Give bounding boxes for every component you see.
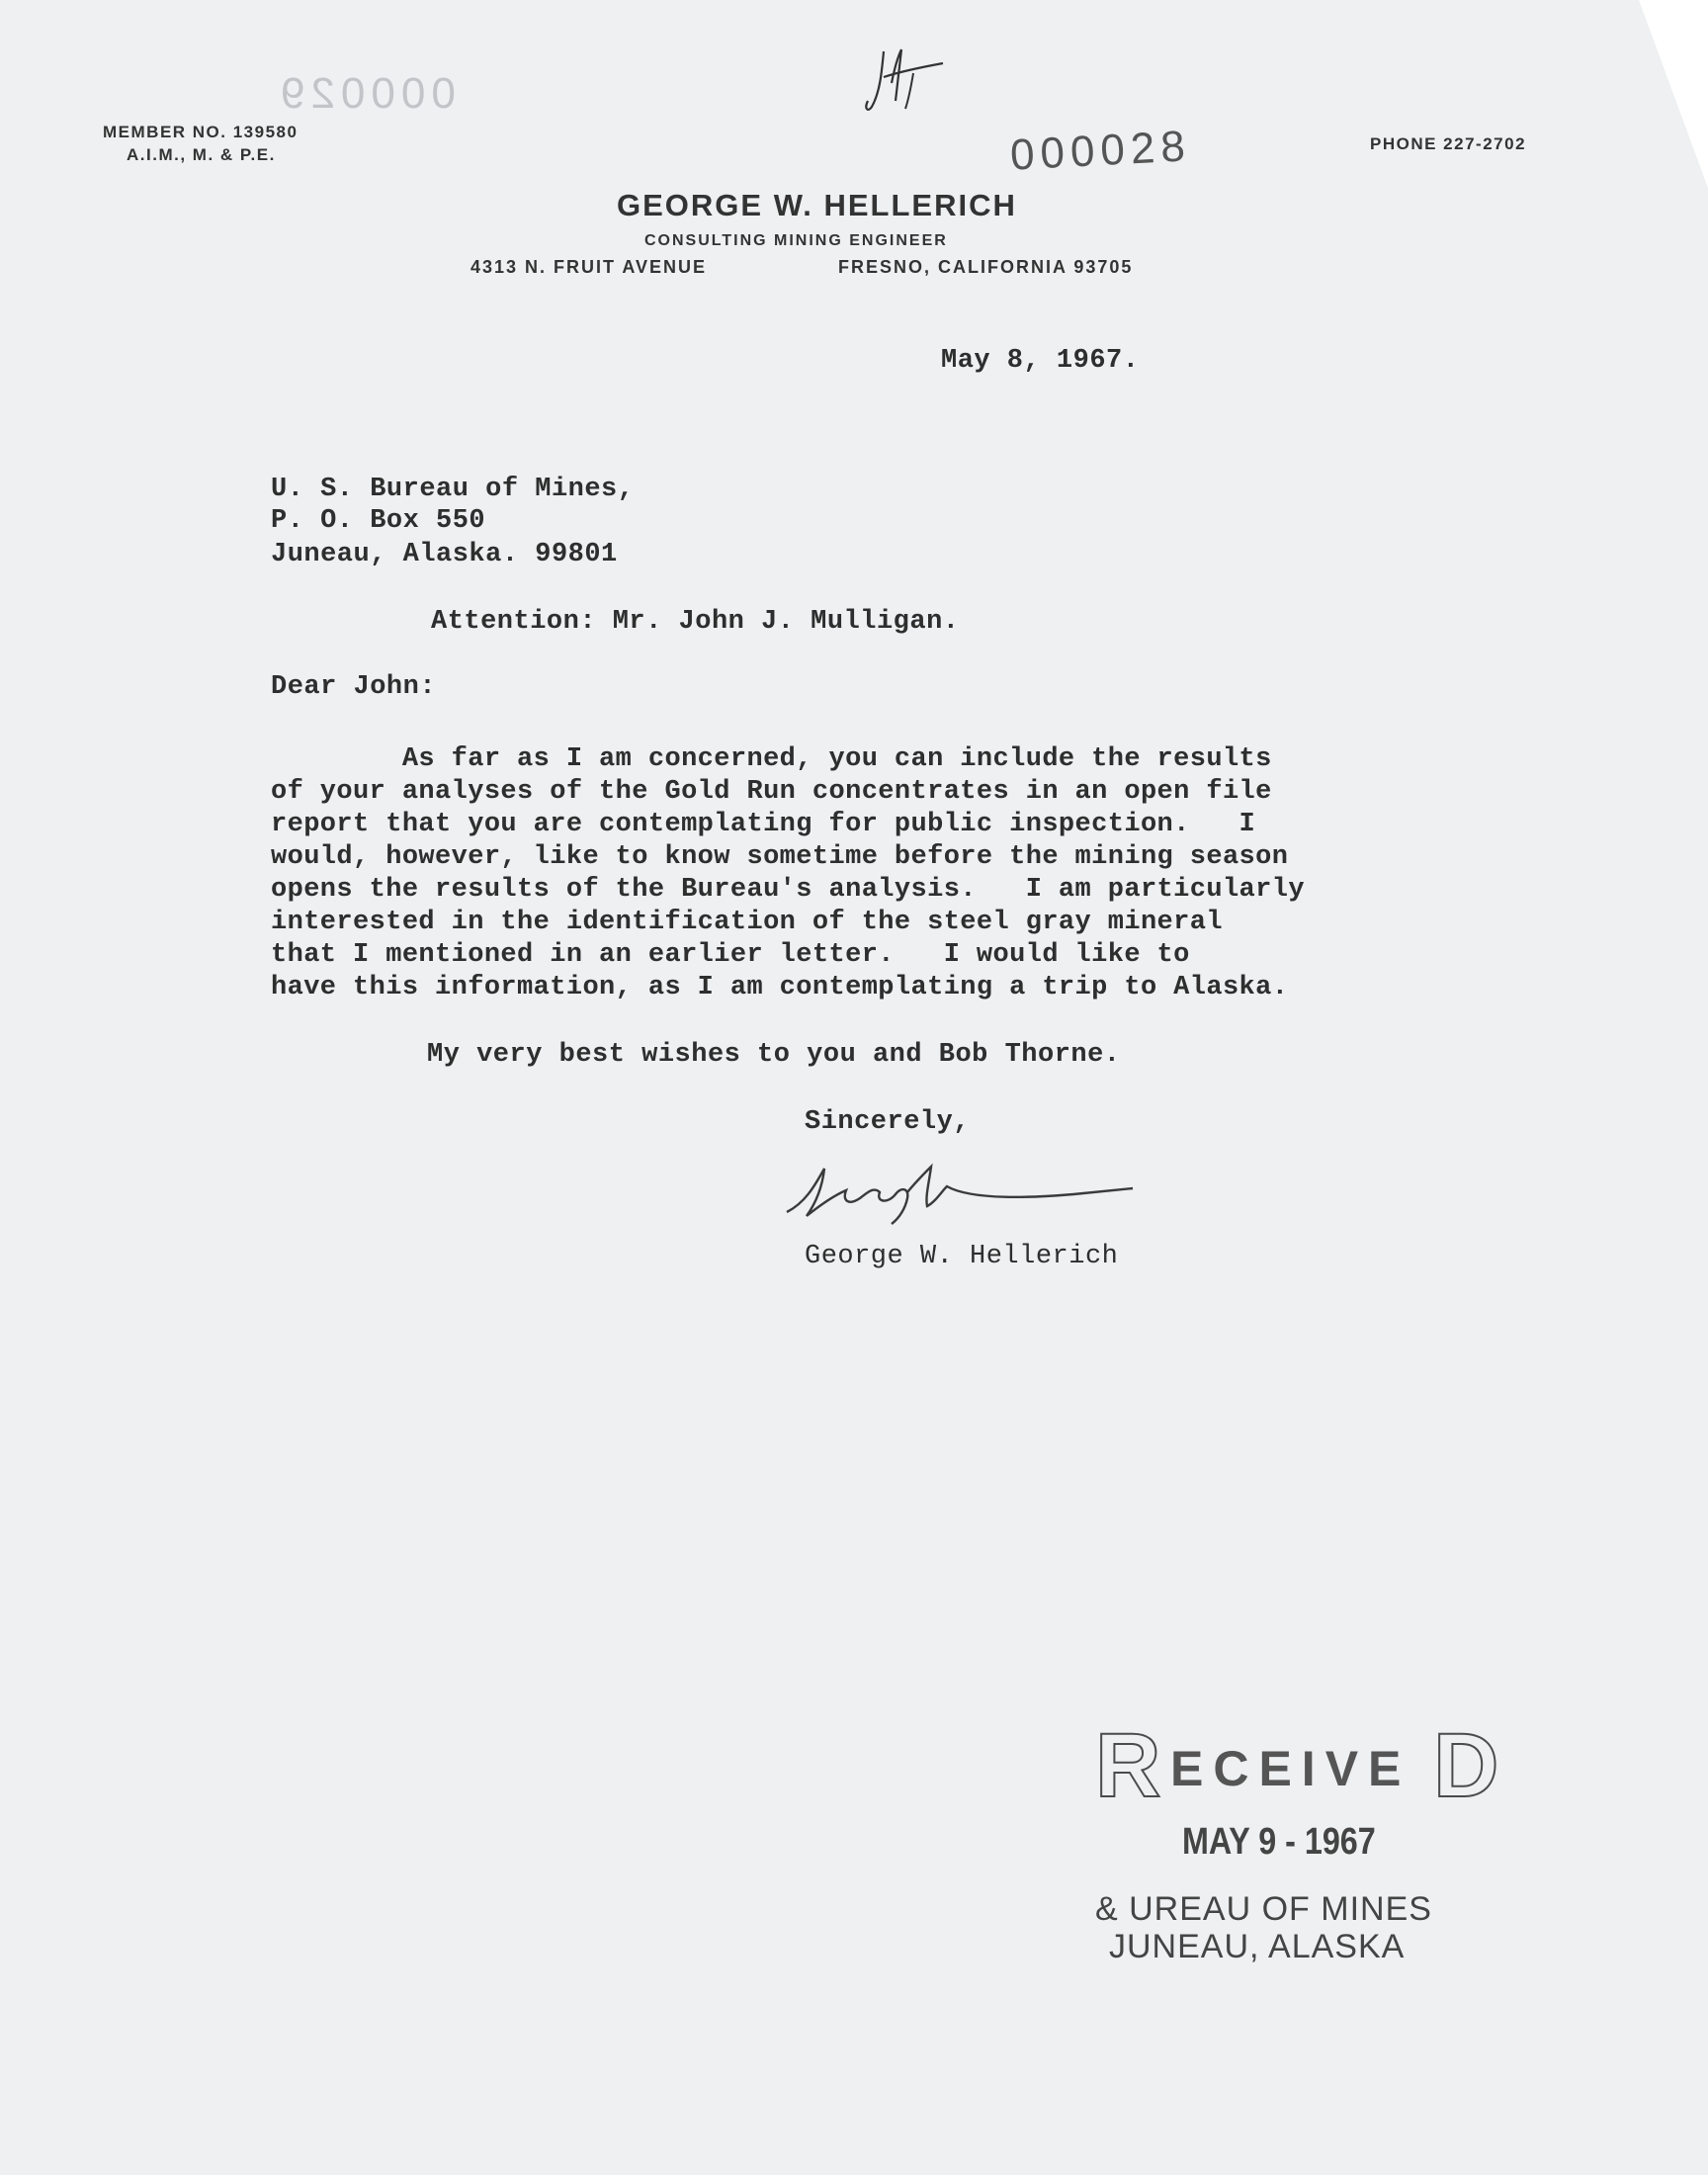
salutation: Dear John: (271, 672, 437, 702)
letterhead-title: CONSULTING MINING ENGINEER (644, 232, 948, 249)
attention-line: Attention: Mr. John J. Mulligan. (431, 607, 960, 637)
letterhead-city: FRESNO, CALIFORNIA 93705 (838, 257, 1134, 277)
body-line: have this information, as I am contemplating a trip to Alaska. (271, 973, 1289, 1002)
signatory-name: George W. Hellerich (805, 1242, 1119, 1271)
received-date: MAY 9 - 1967 (1182, 1821, 1376, 1863)
received-org: & UREAU OF MINES (1095, 1890, 1432, 1928)
received-stamp-middle: ECEIVE (1170, 1741, 1411, 1796)
handwritten-signature (777, 1153, 1153, 1232)
recipient-line-2: P. O. Box 550 (271, 506, 486, 536)
letter-date: May 8, 1967. (941, 346, 1140, 376)
member-affiliation: A.I.M., M. & P.E. (127, 145, 276, 164)
body-line: of your analyses of the Gold Run concentrates in an open file (271, 777, 1272, 807)
received-stamp-r: R (1095, 1715, 1161, 1816)
letterhead-street: 4313 N. FRUIT AVENUE (470, 257, 708, 277)
phone-number: PHONE 227-2702 (1370, 134, 1527, 153)
body-line: report that you are contemplating for public inspection. I (271, 810, 1256, 839)
letter-body (271, 743, 1305, 1004)
body-line: that I mentioned in an earlier letter. I would like to (271, 940, 1190, 970)
handwritten-initials (862, 44, 951, 123)
body-line: would, however, like to know sometime before the mining season (271, 842, 1289, 872)
closing-line: My very best wishes to you and Bob Thorne. (427, 1040, 1121, 1070)
received-city: JUNEAU, ALASKA (1109, 1928, 1406, 1965)
recipient-line-1: U. S. Bureau of Mines, (271, 475, 635, 504)
letterhead-name: GEORGE W. HELLERICH (617, 188, 1017, 222)
sign-off: Sincerely, (805, 1107, 971, 1137)
folded-corner (1639, 0, 1708, 188)
body-line: interested in the identification of the steel gray mineral (271, 908, 1223, 937)
recipient-line-3: Juneau, Alaska. 99801 (271, 540, 618, 569)
body-line: opens the results of the Bureau's analysis. I am particularly (271, 875, 1305, 905)
mirrored-bleedthrough-number: 000029 (275, 69, 456, 118)
body-line: As far as I am concerned, you can include the results (271, 744, 1272, 774)
bleedthrough-smudge (969, 1562, 981, 1611)
document-number-stamp: 000028 (1008, 122, 1192, 180)
membership-block (103, 123, 298, 165)
member-number: MEMBER NO. 139580 (103, 123, 299, 141)
received-stamp-d: D (1433, 1715, 1499, 1816)
